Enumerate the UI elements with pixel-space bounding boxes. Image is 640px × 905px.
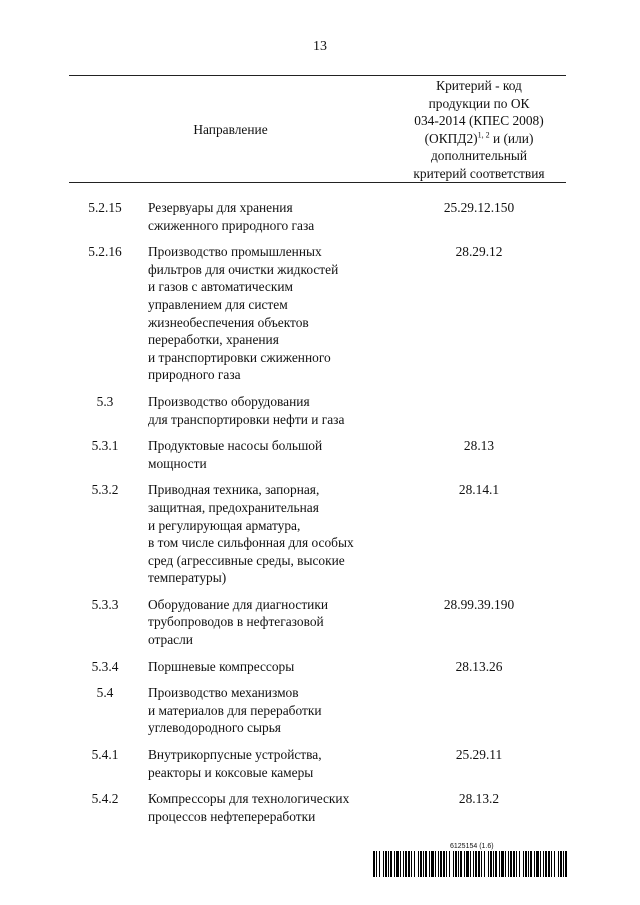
table-row bbox=[69, 437, 566, 472]
row-direction: Оборудование для диагностики трубопроводов в нефтегазовой отрасли bbox=[148, 596, 329, 648]
row-number: 5.4.2 bbox=[91, 791, 119, 807]
row-direction: Внутрикорпусные устройства, реакторы и коксовые камеры bbox=[148, 747, 322, 780]
header-criterion-line: критерий соответствия bbox=[413, 165, 545, 181]
row-direction: Продуктовые насосы большой мощности bbox=[148, 438, 323, 471]
header-criterion-line: 034-2014 (КПЕС 2008) bbox=[414, 113, 544, 129]
row-number: 5.3.4 bbox=[91, 658, 119, 674]
header-criterion bbox=[392, 77, 566, 183]
row-number: 5.4.1 bbox=[91, 747, 119, 763]
row-number: 5.3 bbox=[96, 393, 114, 409]
table-row bbox=[69, 658, 566, 676]
row-number: 5.2.15 bbox=[88, 200, 122, 215]
table-row bbox=[69, 393, 566, 428]
row-code: 28.99.39.190 bbox=[443, 596, 515, 612]
table-row bbox=[69, 684, 566, 737]
table-row bbox=[69, 596, 566, 649]
table-top-rule bbox=[69, 75, 566, 76]
table-row bbox=[69, 481, 566, 587]
row-code: 25.29.11 bbox=[455, 747, 503, 763]
table-body bbox=[69, 199, 566, 834]
row-code: 25.29.12.150 bbox=[443, 200, 515, 215]
row-code: 28.13.26 bbox=[455, 658, 503, 674]
barcode bbox=[371, 843, 568, 877]
row-number: 5.3.1 bbox=[91, 438, 119, 454]
header-criterion-line: продукции по ОК bbox=[428, 95, 530, 111]
row-direction: Компрессоры для технологических процессов нефтепереработки bbox=[148, 791, 350, 824]
row-direction: Поршневые компрессоры bbox=[148, 658, 295, 674]
footnote-marker: 1, 2 bbox=[477, 130, 490, 140]
header-criterion-line bbox=[392, 130, 566, 148]
header-criterion-line: Критерий - код bbox=[436, 78, 522, 93]
okpd2-label: (ОКПД2) bbox=[424, 130, 478, 146]
row-number: 5.4 bbox=[96, 685, 114, 701]
table-row bbox=[69, 746, 566, 781]
barcode-label: 6125154 (1.6) bbox=[450, 843, 494, 850]
header-criterion-line: дополнительный bbox=[430, 148, 528, 164]
barcode-bars bbox=[371, 851, 568, 877]
row-direction: Производство механизмов и материалов для переработки углеводородного сырья bbox=[148, 685, 322, 736]
table-row bbox=[69, 790, 566, 825]
row-code: 28.13.2 bbox=[458, 791, 500, 807]
row-code: 28.29.12 bbox=[455, 244, 503, 260]
header-bottom-rule bbox=[69, 182, 566, 183]
row-code: 28.13 bbox=[463, 438, 495, 454]
row-direction: Производство промышленных фильтров для очистки жидкостей и газов с автоматическим управлением для систем жизнеобеспечения объектов переработки, хранения и транспортировки сжиженного природного газа bbox=[148, 244, 339, 383]
row-direction: Приводная техника, запорная, защитная, предохранительная и регулирующая арматура, в том числе сильфонная для особых сред (агрессивные среды, высокие температуры) bbox=[148, 482, 354, 586]
row-direction: Резервуары для хранения сжиженного природного газа bbox=[148, 200, 315, 233]
row-direction: Производство оборудования для транспортировки нефти и газа bbox=[148, 393, 345, 427]
row-number: 5.3.3 bbox=[91, 596, 119, 612]
page-number: 13 bbox=[313, 39, 327, 54]
row-number: 5.3.2 bbox=[91, 482, 119, 498]
row-number: 5.2.16 bbox=[88, 244, 122, 260]
row-code: 28.14.1 bbox=[458, 482, 500, 498]
header-direction: Направление bbox=[193, 122, 268, 137]
table-row bbox=[69, 199, 566, 234]
table-row bbox=[69, 243, 566, 384]
and-or-label: и (или) bbox=[489, 130, 534, 146]
